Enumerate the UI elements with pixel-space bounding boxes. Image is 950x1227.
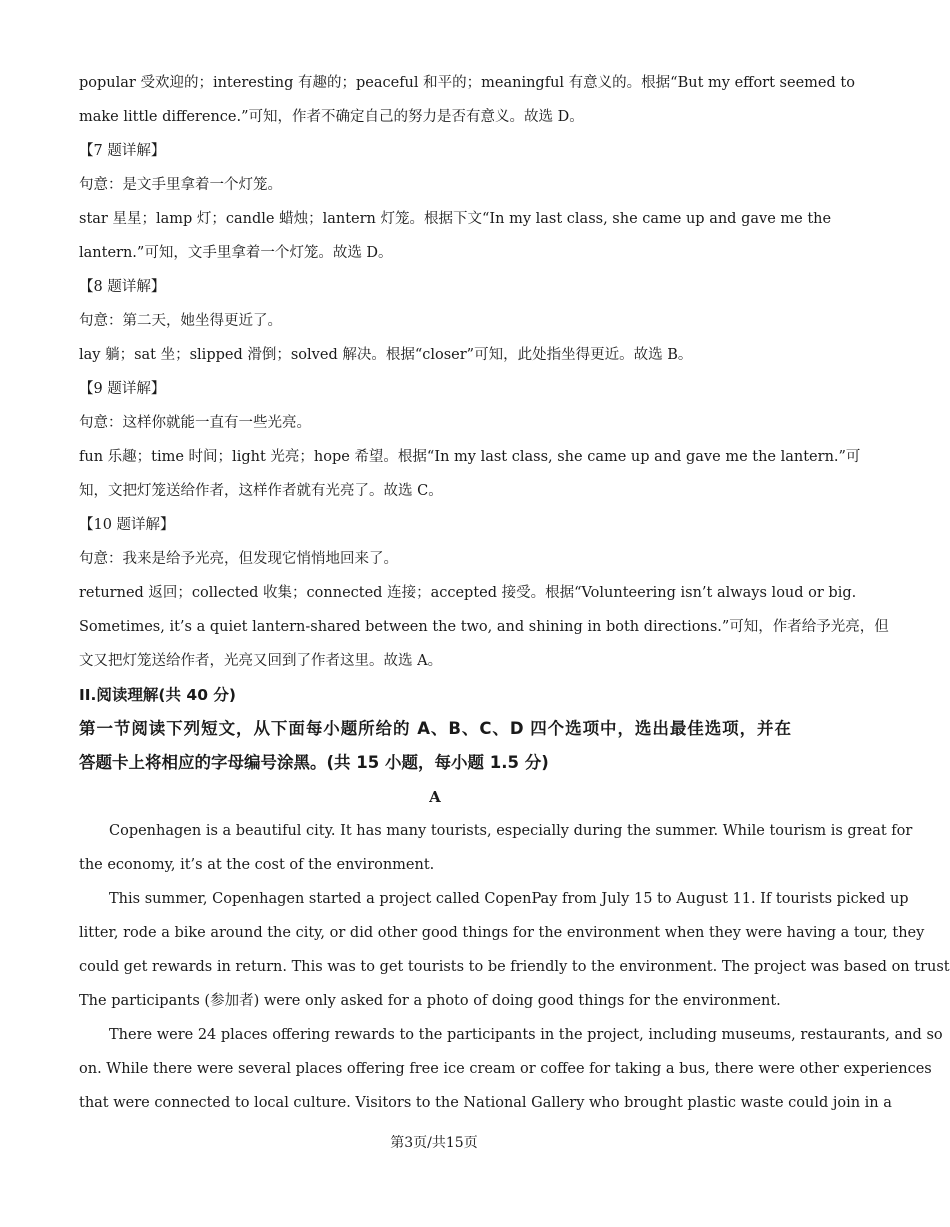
text-line: 【7 题详解】	[79, 143, 166, 159]
section-instruction-line-1: 第一节阅读下列短文，从下面每小题所给的 A、B、C、D 四个选项中，选出最佳选项，并在	[79, 719, 791, 738]
section-instruction-line-2: 答题卡上将相应的字母编号涂黑。(共 15 小题，每小题 1.5 分)	[79, 753, 549, 772]
text-line: 句意：是文手里拿着一个灯笼。	[79, 177, 282, 193]
passage-line: could get rewards in return. This was to get tourists to be friendly to the environment. The project was based on trust	[79, 959, 950, 975]
passage-label: A	[429, 788, 441, 806]
text-line: 知，文把灯笼送给作者，这样作者就有光亮了。故选 C。	[79, 483, 443, 499]
text-line: Sometimes, it’s a quiet lantern-shared between the two, and shining in both directions.”可知，作者给予光亮，但	[79, 619, 889, 635]
passage-line: This summer, Copenhagen started a project called CopenPay from July 15 to August 11. If tourists picked up	[109, 891, 909, 907]
passage-a	[79, 814, 950, 1120]
passage-line: litter, rode a bike around the city, or did other good things for the environment when they were having a tour, they	[79, 925, 925, 941]
section-title: II.阅读理解(共 40 分)	[79, 686, 236, 704]
text-line: 句意：这样你就能一直有一些光亮。	[79, 415, 311, 431]
text-line: 【10 题详解】	[79, 517, 175, 533]
text-line: 句意：第二天，她坐得更近了。	[79, 313, 282, 329]
answer-explanations	[79, 66, 889, 678]
passage-line: The participants (参加者) were only asked for a photo of doing good things for the environment.	[79, 993, 781, 1009]
text-line: 【9 题详解】	[79, 381, 166, 397]
text-line: star 星星；lamp 灯；candle 蜡烛；lantern 灯笼。根据下文“In my last class, she came up and gave me the	[79, 211, 832, 227]
text-line: 句意：我来是给予光亮，但发现它悄悄地回来了。	[79, 551, 398, 567]
text-line: fun 乐趣；time 时间；light 光亮；hope 希望。根据“In my last class, she came up and gave me the lantern.”可	[79, 449, 861, 465]
text-line: make little difference.”可知，作者不确定自己的努力是否有意义。故选 D。	[79, 109, 584, 125]
passage-line: Copenhagen is a beautiful city. It has many tourists, especially during the summer. While tourism is great for	[109, 823, 913, 839]
passage-line: on. While there were several places offering free ice cream or coffee for taking a bus, there were other experiences	[79, 1061, 932, 1077]
text-line: 文又把灯笼送给作者，光亮又回到了作者这里。故选 A。	[79, 653, 443, 669]
text-line: lay 躺；sat 坐；slipped 滑倒；solved 解决。根据“closer”可知，此处指坐得更近。故选 B。	[79, 347, 693, 363]
text-line: popular 受欢迎的；interesting 有趣的；peaceful 和平的；meaningful 有意义的。根据“But my effort seemed to	[79, 75, 855, 91]
text-line: 【8 题详解】	[79, 279, 166, 295]
passage-line: the economy, it’s at the cost of the environment.	[79, 857, 435, 873]
passage-line: There were 24 places offering rewards to the participants in the project, including museums, restaurants, and so	[109, 1027, 943, 1043]
page-footer: 第3页/共15页	[390, 1135, 478, 1151]
passage-line: that were connected to local culture. Visitors to the National Gallery who brought plastic waste could join in a	[79, 1095, 892, 1111]
text-line: returned 返回；collected 收集；connected 连接；accepted 接受。根据“Volunteering isn’t always loud or big.	[79, 585, 857, 601]
text-line: lantern.”可知，文手里拿着一个灯笼。故选 D。	[79, 245, 393, 261]
document-page	[79, 66, 950, 1120]
